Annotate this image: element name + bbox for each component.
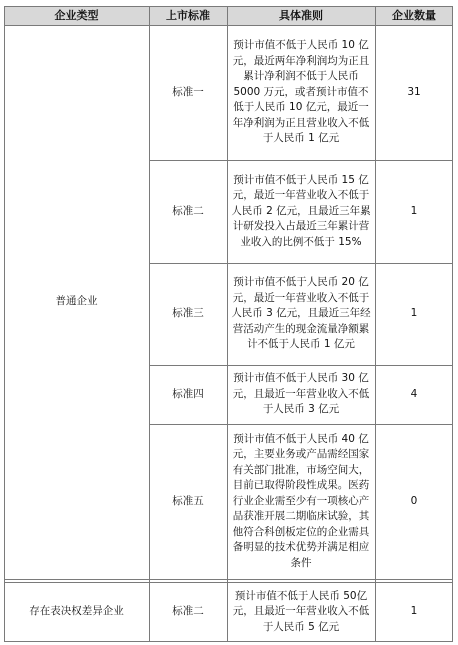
listing-standards-table: [4, 6, 453, 642]
row-criteria: [227, 263, 375, 365]
group-type-dual-class: 存在表决权差异企业: [29, 605, 124, 618]
row-count: 1: [410, 605, 418, 618]
row-count: 1: [410, 204, 418, 217]
row-count: 4: [410, 387, 418, 400]
row-count: 1: [410, 307, 418, 320]
border-bottom: [4, 641, 453, 642]
row-criteria: [227, 365, 375, 424]
criteria-text: 预计市值不低于人民币 10 亿元，最近两年净利润均为正且累计净利润不低于人民币 5000 万元，或者预计市值不低于人民币 10 亿元，最近一年净利润为正且营业收入不低于人民币 1 亿元: [232, 39, 370, 145]
col-divider: [227, 6, 228, 642]
header-company-type: 企业类型: [4, 6, 149, 25]
row-standard: 标准一: [172, 85, 204, 98]
col-divider: [149, 6, 150, 642]
header-company-count: 企业数量: [375, 6, 453, 25]
row-criteria: [227, 25, 375, 160]
border-top: [4, 6, 453, 7]
row-criteria: [227, 160, 375, 263]
row-standard: 标准五: [172, 494, 204, 507]
row-divider: [149, 160, 453, 161]
row-criteria: [227, 582, 375, 642]
header-listing-standard: 上市标准: [149, 6, 227, 25]
col-divider: [375, 6, 376, 642]
group-divider-top: [4, 579, 453, 580]
criteria-text: 预计市值不低于人民币 30 亿元，且最近一年营业收入不低于人民币 3 亿元: [232, 372, 370, 416]
row-divider: [149, 424, 453, 425]
criteria-text: 预计市值不低于人民币 15 亿元，最近一年营业收入不低于人民币 2 亿元，且最近三年累计研发投入占最近三年累计营业收入的比例不低于 15%: [231, 173, 371, 248]
row-count: 0: [410, 494, 418, 507]
border-right: [452, 6, 453, 642]
criteria-text: 预计市值不低于人民币 40 亿元，主要业务或产品需经国家有关部门批准，市场空间大，目前已取得阶段性成果。医药行业企业需至少有一项核心产品获准开展二期临床试验，其他符合科创板定位的企业需具备明显的技术优势并满足相应条件: [232, 432, 370, 569]
row-criteria: [227, 424, 375, 579]
row-standard: 标准二: [172, 605, 204, 618]
border-left: [4, 6, 5, 642]
header-criteria: 具体准则: [227, 6, 375, 25]
group-divider-bottom: [4, 582, 453, 583]
row-divider: [149, 263, 453, 264]
row-standard: 标准四: [172, 387, 204, 400]
group-type-ordinary: 普通企业: [55, 295, 98, 308]
row-standard: 标准三: [172, 307, 204, 320]
criteria-text: 预计市值不低于人民币 20 亿元，最近一年营业收入不低于人民币 3 亿元，且最近三年经营活动产生的现金流量净额累计不低于人民币 1 亿元: [231, 276, 371, 351]
header-divider: [4, 25, 453, 26]
row-count: 31: [407, 85, 421, 98]
criteria-text: 预计市值不低于人民币 50亿元，且最近一年营业收入不低于人民币 5 亿元: [232, 589, 370, 633]
row-standard: 标准二: [172, 204, 204, 217]
row-divider: [149, 365, 453, 366]
